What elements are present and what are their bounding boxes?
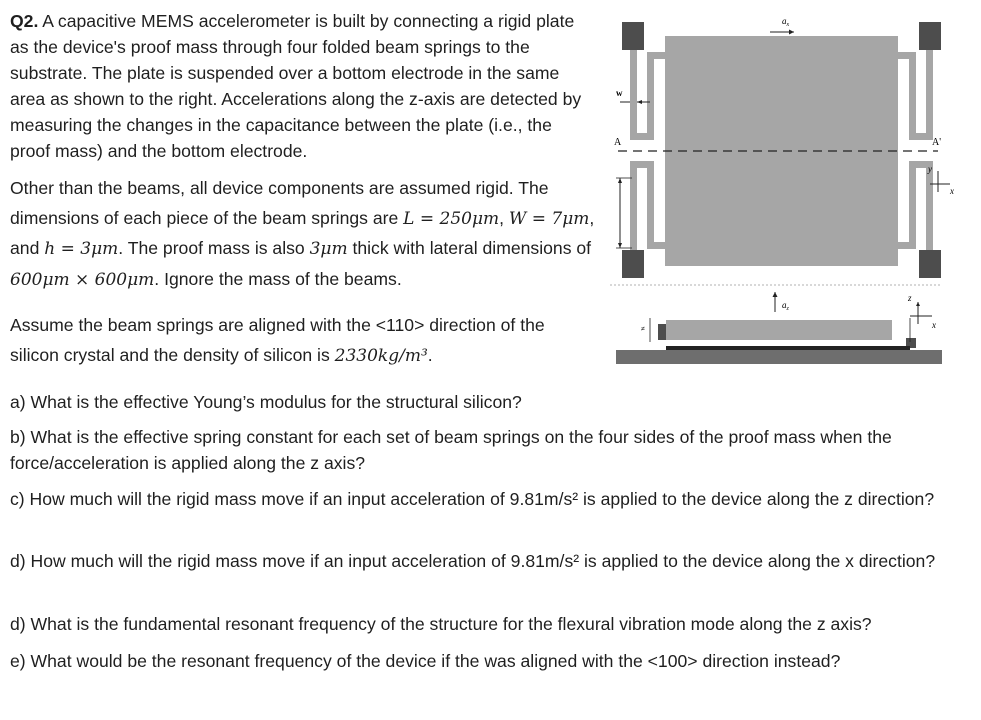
label-a-prime: A': [932, 137, 942, 148]
label-ax: $a_x$: [782, 16, 790, 28]
spring-right-upper: [898, 50, 933, 140]
w-marker-head: [637, 100, 642, 104]
alignment-paragraph: Assume the beam springs are aligned with the <110> direction of the silicon crystal and the density of silicon is 2330kg/m³.: [10, 315, 545, 366]
part-d-resonance: d) What is the fundamental resonant frequency of the structure for the flexural vibration mode along the z axis?: [10, 614, 872, 634]
label-a: A: [614, 137, 622, 148]
intro-text: A capacitive MEMS accelerometer is built by connecting a rigid plate as the device's proof mass through four folded beam springs to the substrate. The plate is suspended over a bottom electrode in the same area as shown to the right. Accelerations along the z-axis are detected by measuring the changes in the capacitance between the plate (i.e., the proof mass) and the bottom electrode.: [10, 11, 582, 161]
thickness-eq: h = 3μm: [44, 239, 119, 259]
dims-text-1: Other than the beams, all device components are assumed rigid. The dimensions of each piece of the beam springs are: [10, 178, 549, 228]
part-b: b) What is the effective spring constant for each set of beam springs on the four sides of the proof mass when the force/acceleration is applied along the z axis?: [10, 427, 892, 473]
side-proof-mass: [666, 320, 892, 340]
anchor-bottom-right: [919, 250, 941, 278]
length-eq: L = 250μm: [403, 208, 500, 229]
h-marker-label: ≠: [641, 325, 645, 333]
label-az: $a_z$: [782, 300, 789, 312]
width-eq: W = 7μm: [508, 208, 590, 229]
axis-x2-label: x: [932, 320, 936, 330]
l-dimension-head-bottom: [618, 243, 622, 248]
top-view: [610, 16, 954, 278]
dimensions-paragraph: Other than the beams, all device components are assumed rigid. The dimensions of each piece of the beam springs are L = 250μm, W = 7μm, and h = 3μm. The proof mass is also 3μm thick with lateral dimensions of 600μm × 600μm. Ignore the mass of the beams.: [10, 178, 595, 290]
side-anchor-left: [658, 324, 666, 340]
mass-thickness: 3μm: [309, 239, 348, 259]
question-number: Q2.: [10, 11, 39, 31]
part-e: e) What would be the resonant frequency of the device if the was aligned with the <100> direction instead?: [10, 651, 841, 671]
bottom-electrode: [666, 346, 910, 350]
lateral-dims: 600μm × 600μm: [10, 269, 155, 290]
az-arrow-head: [773, 292, 778, 297]
intro-paragraph: [10, 8, 595, 164]
part-a: a) What is the effective Young’s modulus for the structural silicon?: [10, 392, 522, 412]
ax-arrow-head: [789, 30, 794, 35]
axis-y-label: y: [928, 164, 932, 174]
part-d-x: d) How much will the rigid mass move if an input acceleration of 9.81m/s² is applied to the device along the x direction?: [10, 551, 936, 571]
dims-text-3: thick with lateral dimensions of: [347, 238, 592, 258]
dims-text-4: . Ignore the mass of the beams.: [154, 268, 402, 289]
side-view: [616, 292, 942, 364]
axis-x-label: x: [950, 186, 954, 196]
density-value: 2330kg/m³: [334, 345, 428, 366]
anchor-bottom-left: [622, 250, 644, 278]
spring-left-lower: [630, 161, 665, 250]
axis-z-head: [916, 302, 920, 306]
accelerometer-figure: [610, 6, 970, 366]
substrate: [616, 350, 942, 364]
spring-right-lower: [898, 161, 933, 250]
label-w: w: [616, 88, 623, 98]
axis-z-label: z: [908, 293, 912, 303]
dims-text-2: . The proof mass is also: [118, 238, 310, 258]
anchor-top-left: [622, 22, 644, 50]
part-c: c) How much will the rigid mass move if an input acceleration of 9.81m/s² is applied to the device along the z direction?: [10, 489, 935, 509]
l-dimension-head-top: [618, 178, 622, 183]
anchor-top-right: [919, 22, 941, 50]
spring-left-upper: [630, 50, 665, 140]
alignment-text: Assume the beam springs are aligned with the <110> direction of the silicon crystal and the density of silicon is: [10, 315, 545, 365]
